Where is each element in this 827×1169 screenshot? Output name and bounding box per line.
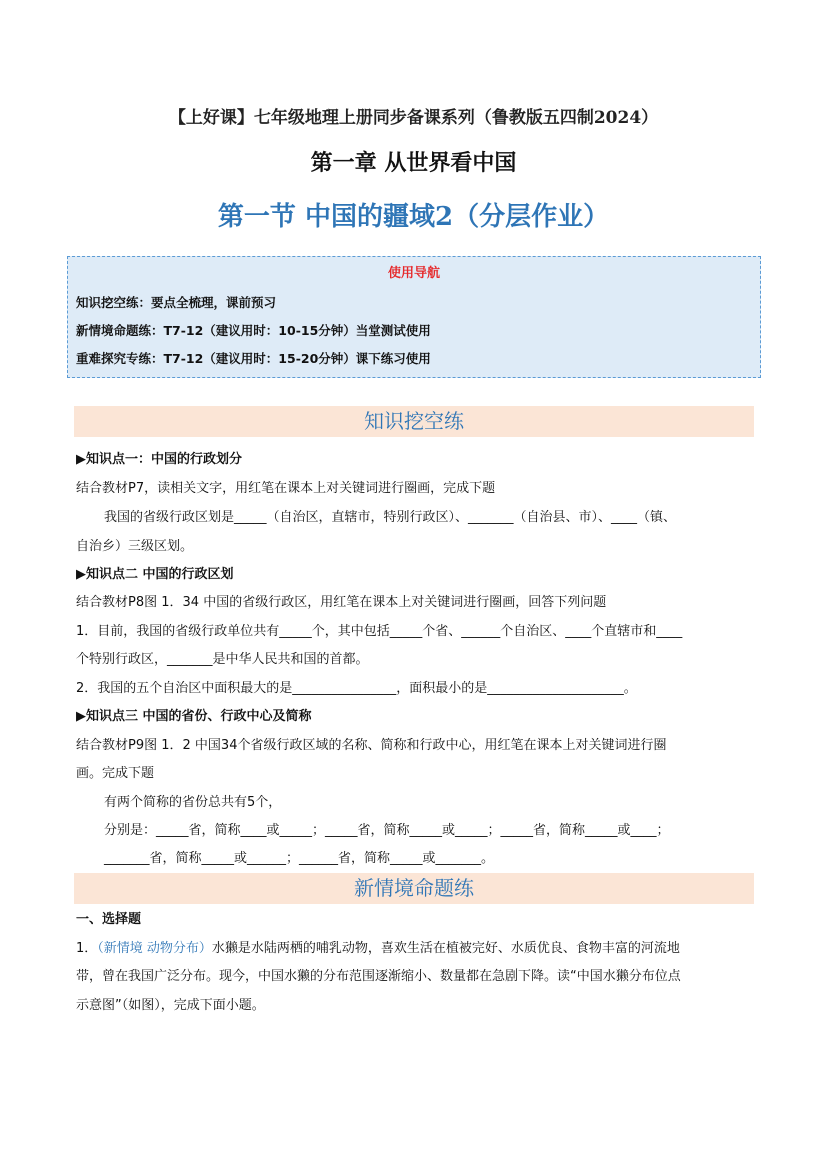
part-knowledge-banner: 知识挖空练 [74, 406, 754, 437]
kp3-line3: _______省，简称_____或______；______省，简称_____或_______。 [104, 851, 495, 866]
kp1-title: ▶知识点一：中国的行政划分 [76, 452, 242, 467]
choice-section-title: 一、选择题 [76, 912, 142, 927]
guide-line-new-context: 新情境命题练：T7-12（建议用时：10-15分钟）当堂测试使用 [76, 323, 431, 338]
kp2-q1-line2: 个特别行政区，_______是中华人民共和国的首都。 [76, 652, 369, 667]
question-1-number: 1． [76, 941, 98, 956]
question-1-line2: 带，曾在我国广泛分布。现今，中国水獭的分布范围逐渐缩小、数量都在急剧下降。读“中国水獭分布位点 [76, 969, 681, 984]
guide-line-knowledge: 知识挖空练：要点全梳理，课前预习 [76, 295, 277, 310]
usage-guide-title: 使用导航 [387, 266, 440, 281]
section-title: 第一节 中国的疆域2（分层作业） [217, 202, 610, 232]
usage-guide-box [67, 256, 761, 378]
kp2-intro: 结合教材P8图 1．34 中国的省级行政区，用红笔在课本上对关键词进行圈画，回答下列问题 [76, 595, 607, 610]
part-new-context-banner: 新情境命题练 [74, 873, 754, 904]
kp3-intro-line2: 画。完成下题 [76, 766, 155, 781]
question-1-text: 水獭是水陆两栖的哺乳动物，喜欢生活在植被完好、水质优良、食物丰富的河流地 [211, 941, 680, 956]
kp1-line1: 我国的省级行政区划是_____（自治区，直辖市，特别行政区）、_______（自治县、市）、____（镇、 [104, 510, 677, 525]
kp2-q2: 2．我国的五个自治区中面积最大的是________________，面积最小的是_____________________。 [76, 681, 637, 696]
guide-line-advanced: 重难探究专练：T7-12（建议用时：15-20分钟）课下练习使用 [76, 351, 431, 366]
kp3-intro-line1: 结合教材P9图 1．2 中国34个省级行政区域的名称、简称和行政中心，用红笔在课本上对关键词进行圈 [76, 738, 667, 753]
kp3-line2: 分别是：_____省，简称____或_____；_____省，简称_____或_____；_____省，简称_____或____； [104, 823, 670, 838]
series-title: 【上好课】七年级地理上册同步备课系列（鲁教版五四制2024） [168, 108, 659, 128]
question-1-line3: 示意图”（如图），完成下面小题。 [76, 998, 265, 1013]
chapter-title: 第一章 从世界看中国 [310, 150, 517, 176]
kp3-line1: 有两个简称的省份总共有5个， [104, 795, 282, 810]
kp2-title: ▶知识点二 中国的行政区划 [76, 567, 234, 582]
kp2-q1-line1: 1．目前，我国的省级行政单位共有_____个，其中包括_____个省、______个自治区、____个直辖市和____ [76, 624, 683, 639]
question-1-tag: （新情境 动物分布） [97, 941, 212, 956]
kp1-intro: 结合教材P7，读相关文字，用红笔在课本上对关键词进行圈画，完成下题 [76, 481, 496, 496]
question-1-line1 [76, 937, 680, 956]
kp3-title: ▶知识点三 中国的省份、行政中心及简称 [76, 709, 312, 724]
kp1-line2: 自治乡）三级区划。 [76, 539, 194, 554]
